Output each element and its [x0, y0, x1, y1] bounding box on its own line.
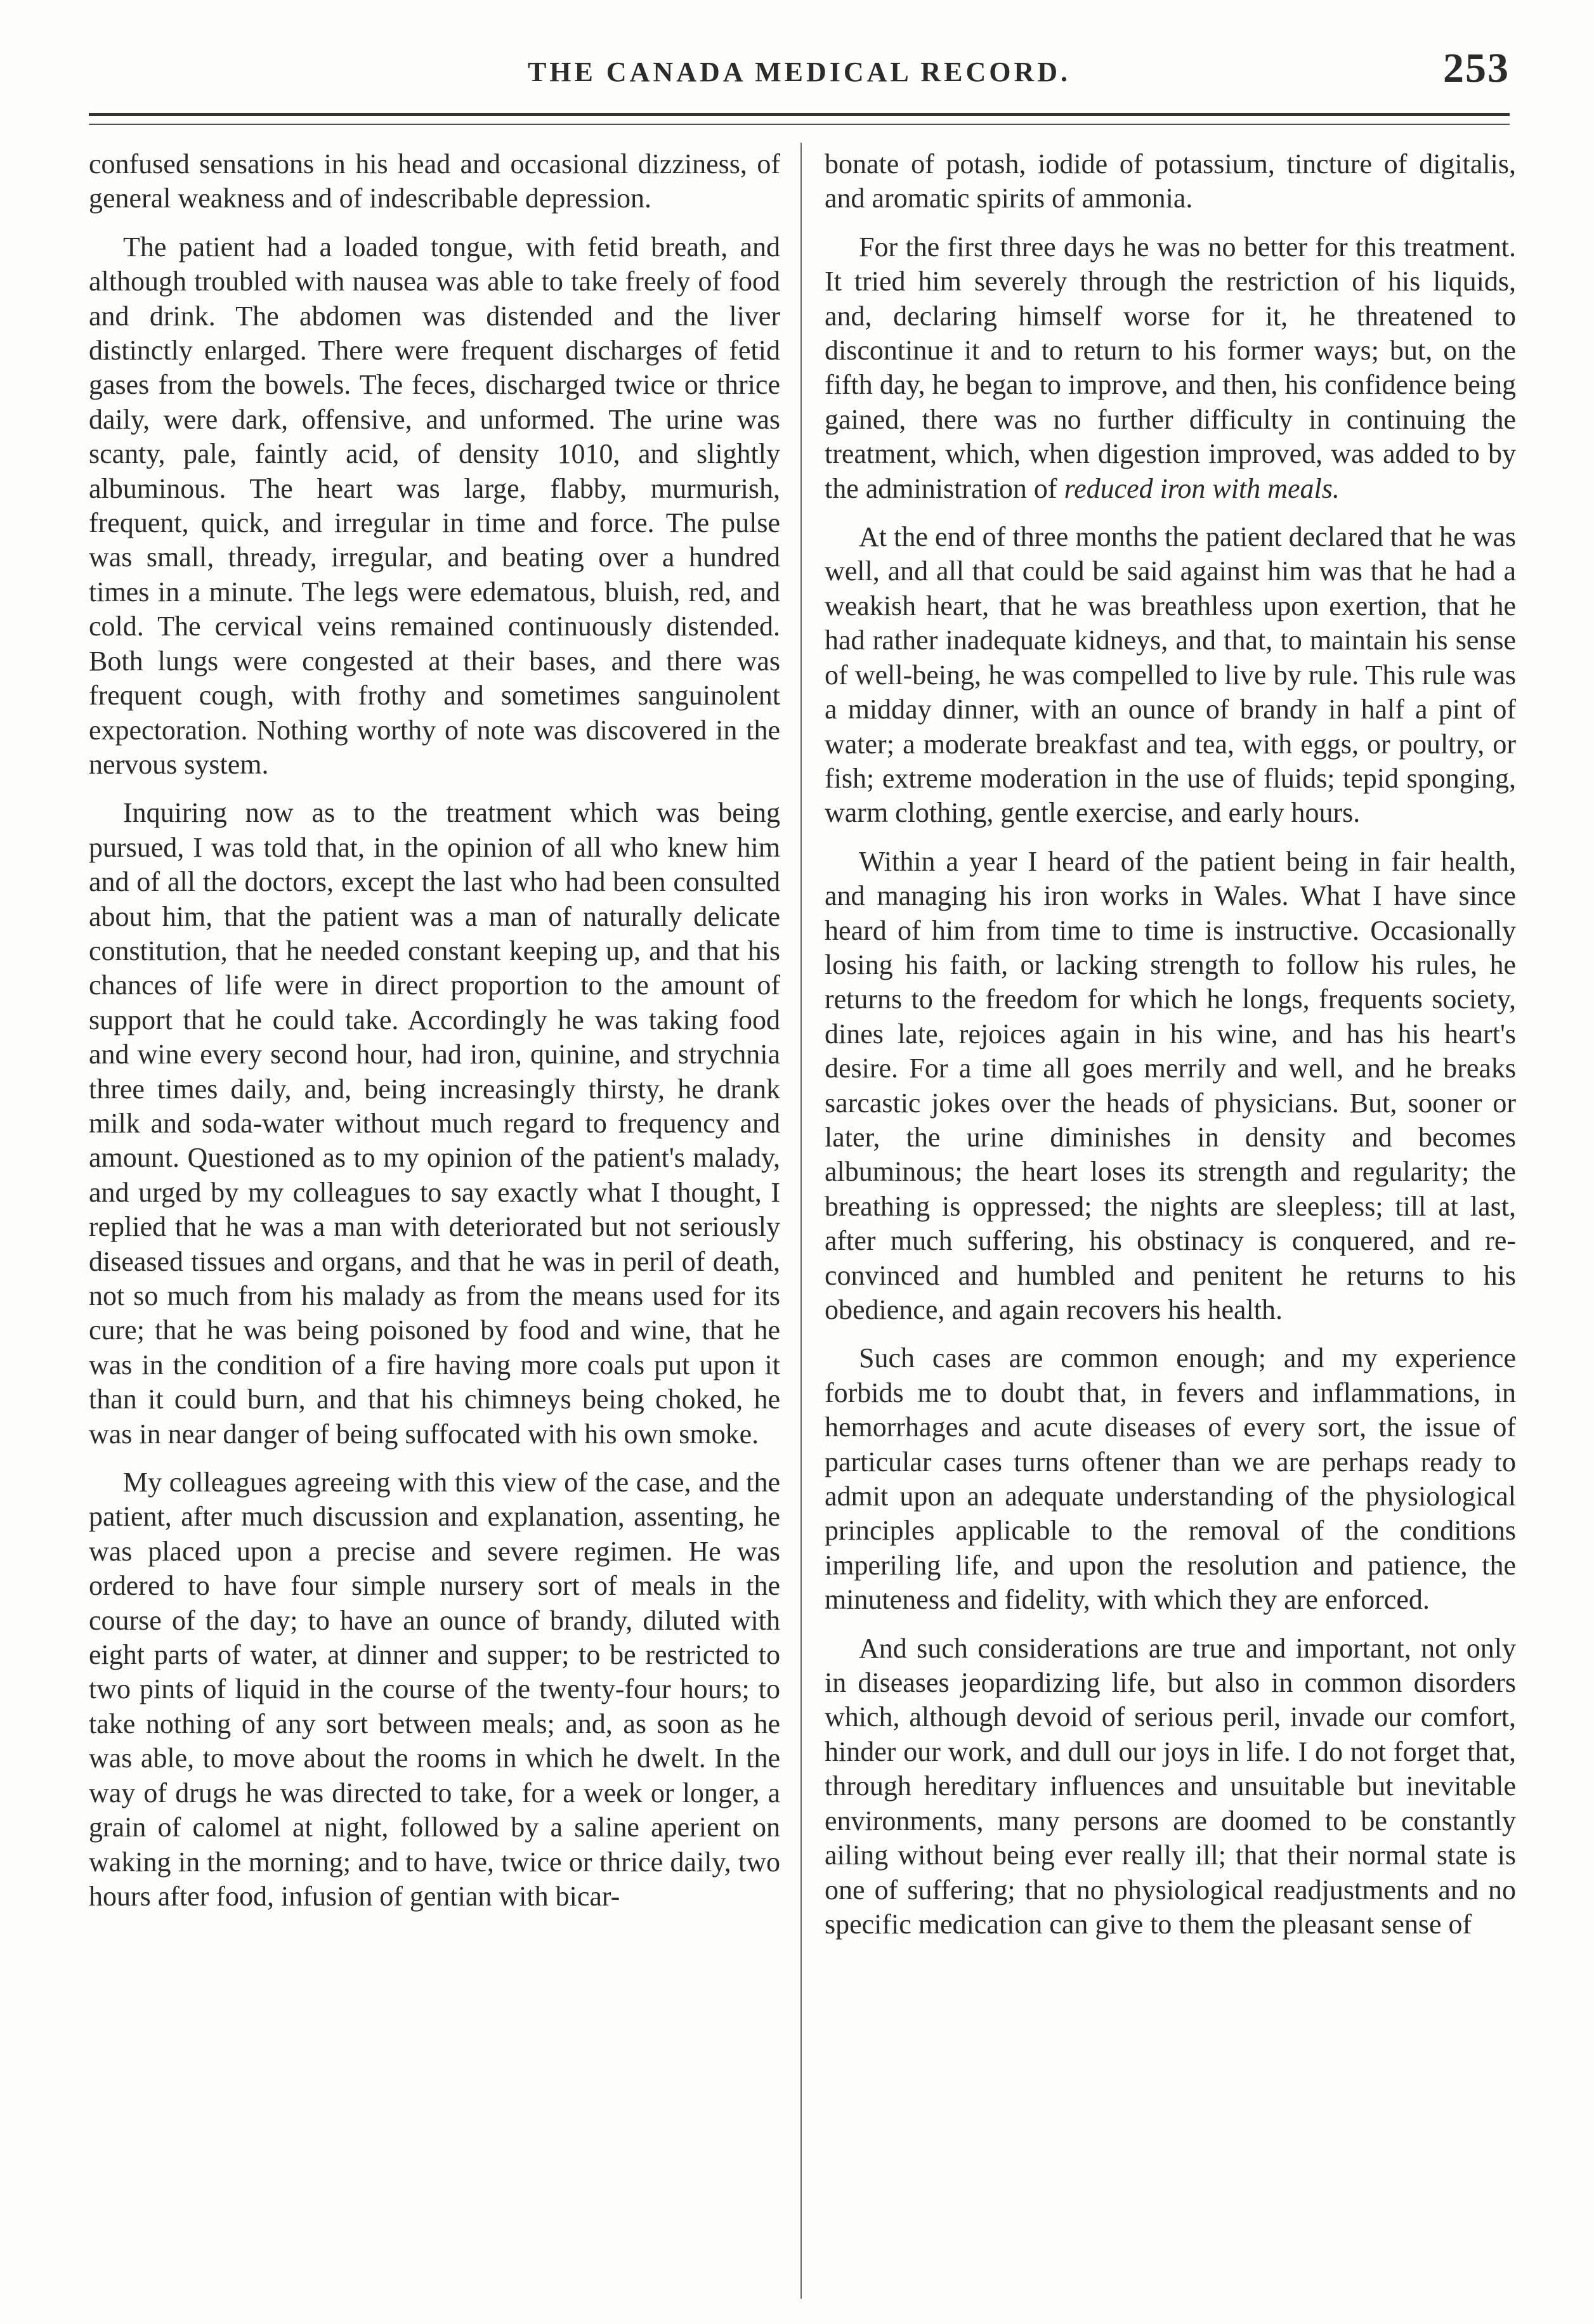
- paragraph: bonate of potash, iodide of potassium, tincture of digitalis, and aromatic spirits of ammonia.: [825, 148, 1516, 214]
- journal-title: THE CANADA MEDICAL RECORD.: [527, 56, 1071, 88]
- header-rule-thick: [89, 113, 1510, 116]
- column-divider: [800, 143, 802, 2299]
- running-head: [89, 38, 1510, 108]
- paragraph: At the end of three months the patient declared that he was well, and all that could be said against him was that he had a weakish heart, that he was breathless upon exertion, that he had rather inadequate kidneys, and that, to maintain his sense of well-being, he was compelled to live by rule. This rule was a midday dinner, with an ounce of brandy in half a pint of water; a moderate breakfast and tea, with eggs, or poultry, or fish; extreme moderation in the use of fluids; tepid sponging, warm clothing, gentle exercise, and early hours.: [825, 521, 1516, 829]
- right-column: [825, 147, 1516, 2297]
- paragraph: confused sensations in his head and occasional dizziness, of general weakness and of indescribable depression.: [89, 148, 780, 214]
- paragraph: [825, 230, 1516, 506]
- paragraph: And such considerations are true and important, not only in diseases jeopardizing life, but also in common disorders which, although devoid of serious peril, invade our comfort, hinder our work, and dull our joys in life. I do not forget that, through hereditary influences and unsuitable but inevitable environments, many persons are doomed to be constantly ailing without being ever really ill; that their normal state is one of suffering; that no physiological readjustments and no specific medication can give to them the pleasant sense of: [825, 1632, 1516, 1940]
- paragraph-text: For the first three days he was no better for this treatment. It tried him severely through the restriction of his liquids, and, declaring himself worse for it, he threatened to discontinue it and to return to his former ways; but, on the fifth day, he began to improve, and then, his confidence being gained, there was no further difficulty in continuing the treatment, which, when digestion improved, was added to by the administration of: [825, 231, 1516, 504]
- left-column: [89, 147, 780, 2297]
- emphasized-text: reduced iron with meals.: [1064, 472, 1340, 504]
- paragraph: My colleagues agreeing with this view of the case, and the patient, after much discussion and explanation, assenting, he was placed upon a precise and severe regimen. He was ordered to have four simple nursery sort of meals in the course of the day; to have an ounce of brandy, diluted with eight parts of water, at dinner and supper; to be restricted to two pints of liquid in the course of the twenty-four hours; to take nothing of any sort between meals; and, as soon as he was able, to move about the rooms in which he dwelt. In the way of drugs he was directed to take, for a week or longer, a grain of calomel at night, followed by a saline aperient on waking in the morning; and to have, twice or thrice daily, two hours after food, infusion of gentian with bicar-: [89, 1467, 780, 1912]
- page-number: 253: [1443, 45, 1510, 91]
- header-rule-thin: [89, 124, 1510, 125]
- paragraph: Within a year I heard of the patient being in fair health, and managing his iron works in Wales. What I have since heard of him from time to time is instructive. Occasionally losing his faith, or lacking strength to follow his rules, he returns to the freedom for which he longs, frequents society, dines late, rejoices again in his wine, and has his heart's desire. For a time all goes merrily and well, and he breaks sarcastic jokes over the heads of physicians. But, sooner or later, the urine diminishes in density and becomes albuminous; the heart loses its strength and regularity; the breathing is oppressed; the nights are sleepless; till at last, after much suffering, his obstinacy is conquered, and re-convinced and humbled and penitent he returns to his obedience, and again recovers his health.: [825, 845, 1516, 1325]
- paragraph: Inquiring now as to the treatment which was being pursued, I was told that, in the opinion of all who knew him and of all the doctors, except the last who had been consulted about him, that the patient was a man of naturally delicate constitution, that he needed constant keeping up, and that his chances of life were in direct proportion to the amount of support that he could take. Accordingly he was taking food and wine every second hour, had iron, quinine, and strychnia three times daily, and, being increasingly thirsty, he drank milk and soda-water without much regard to frequency and amount. Questioned as to my opinion of the patient's malady, and urged by my colleagues to say exactly what I thought, I replied that he was a man with deteriorated but not seriously diseased tissues and organs, and that he was in peril of death, not so much from his malady as from the means used for its cure; that he was being poisoned by food and wine, that he was in the condition of a fire having more coals put upon it than it could burn, and that his chimneys being choked, he was in near danger of being suffocated with his own smoke.: [89, 797, 780, 1450]
- paragraph: Such cases are common enough; and my experience forbids me to doubt that, in fevers and inflammations, in hemorrhages and acute diseases of every sort, the issue of particular cases turns oftener than we are perhaps ready to admit upon an adequate understanding of the physiological principles applicable to the removal of the conditions imperiling life, and upon the resolution and patience, the minuteness and fidelity, with which they are enforced.: [825, 1342, 1516, 1616]
- paragraph: The patient had a loaded tongue, with fetid breath, and although troubled with nausea was able to take freely of food and drink. The abdomen was distended and the liver distinctly enlarged. There were frequent discharges of fetid gases from the bowels. The feces, discharged twice or thrice daily, were dark, offensive, and unformed. The urine was scanty, pale, faintly acid, of density 1010, and slightly albuminous. The heart was large, flabby, murmurish, frequent, quick, and irregular in time and force. The pulse was small, thready, irregular, and beating over a hundred times in a minute. The legs were edematous, bluish, red, and cold. The cervical veins remained continuously distended. Both lungs were congested at their bases, and there was frequent cough, with frothy and sometimes sanguinolent expectoration. Nothing worthy of note was discovered in the nervous system.: [89, 231, 780, 780]
